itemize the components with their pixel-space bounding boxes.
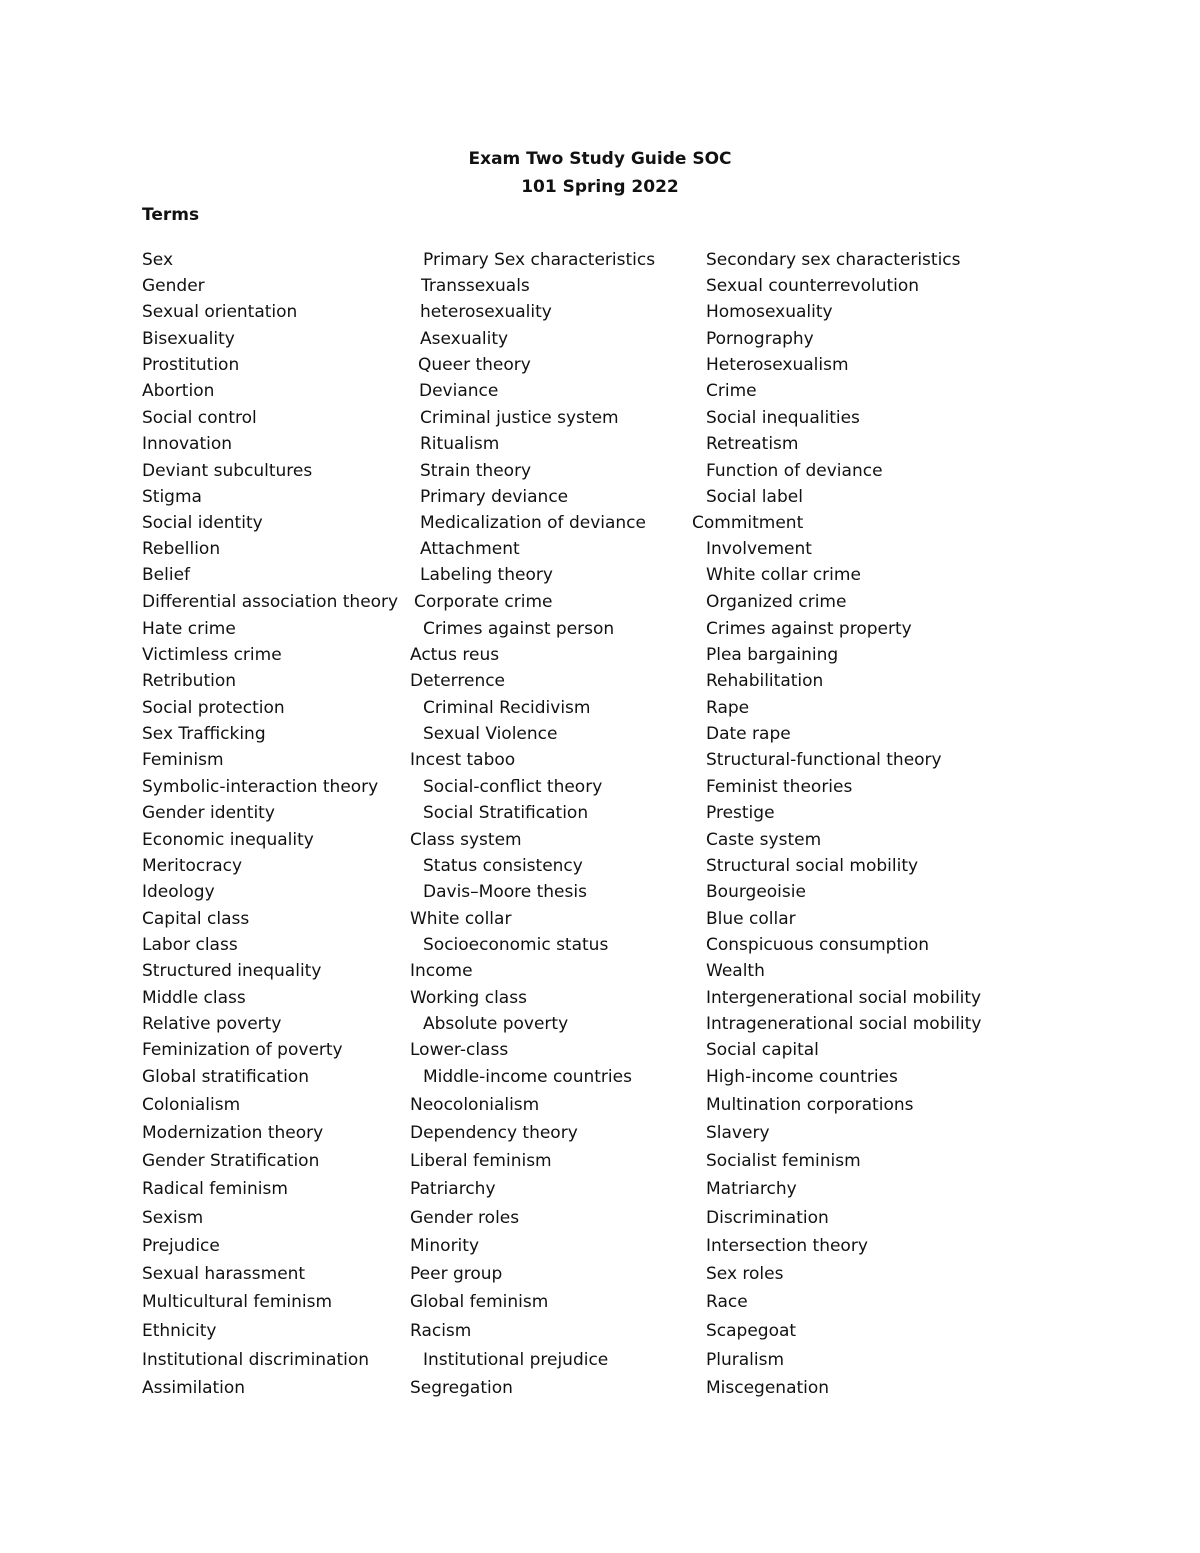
- term-item: Homosexuality: [706, 302, 833, 322]
- term-item: Feminist theories: [706, 777, 853, 797]
- term-item: Primary deviance: [420, 487, 569, 507]
- term-item: Sex: [142, 250, 174, 270]
- term-item: Slavery: [706, 1123, 770, 1143]
- term-item: Status consistency: [423, 856, 583, 876]
- term-item: Sexism: [142, 1208, 204, 1228]
- term-item: Working class: [410, 988, 527, 1008]
- term-item: Feminism: [142, 750, 224, 770]
- term-item: Miscegenation: [706, 1378, 830, 1398]
- term-item: Davis–Moore thesis: [423, 882, 587, 902]
- term-item: Queer theory: [418, 355, 531, 375]
- term-item: Pornography: [706, 329, 814, 349]
- term-item: Scapegoat: [706, 1321, 797, 1341]
- term-item: Bisexuality: [142, 329, 235, 349]
- term-item: Crimes against person: [423, 619, 615, 639]
- term-item: Incest taboo: [410, 750, 516, 770]
- term-item: Gender Stratification: [142, 1151, 320, 1171]
- term-item: Bourgeoisie: [706, 882, 806, 902]
- term-item: Peer group: [410, 1264, 503, 1284]
- term-item: High-income countries: [706, 1067, 898, 1087]
- term-item: Stigma: [142, 487, 202, 507]
- term-item: Crimes against property: [706, 619, 912, 639]
- term-item: Criminal Recidivism: [423, 698, 591, 718]
- term-item: Function of deviance: [706, 461, 883, 481]
- term-item: Feminization of poverty: [142, 1040, 343, 1060]
- term-item: Ideology: [142, 882, 215, 902]
- term-item: Institutional prejudice: [423, 1350, 609, 1370]
- term-item: Global stratification: [142, 1067, 309, 1087]
- term-item: Relative poverty: [142, 1014, 282, 1034]
- term-item: Conspicuous consumption: [706, 935, 930, 955]
- term-item: Minority: [410, 1236, 480, 1256]
- term-item: Hate crime: [142, 619, 236, 639]
- term-item: Modernization theory: [142, 1123, 324, 1143]
- term-item: Retribution: [142, 671, 237, 691]
- term-item: Labeling theory: [420, 565, 553, 585]
- term-item: Sexual harassment: [142, 1264, 306, 1284]
- term-item: Matriarchy: [706, 1179, 797, 1199]
- term-item: Middle-income countries: [423, 1067, 632, 1087]
- term-item: Medicalization of deviance: [420, 513, 646, 533]
- term-item: Ethnicity: [142, 1321, 217, 1341]
- term-item: Transsexuals: [421, 276, 530, 296]
- term-item: Rebellion: [142, 539, 221, 559]
- term-item: Corporate crime: [414, 592, 553, 612]
- term-item: Sex Trafficking: [142, 724, 266, 744]
- term-item: Sexual orientation: [142, 302, 298, 322]
- term-item: Caste system: [706, 830, 822, 850]
- term-item: Deterrence: [410, 671, 506, 691]
- term-item: Social control: [142, 408, 257, 428]
- term-item: Deviance: [419, 381, 499, 401]
- term-item: Abortion: [142, 381, 215, 401]
- document-title-line-1: Exam Two Study Guide SOC: [468, 149, 732, 169]
- term-item: Racism: [410, 1321, 472, 1341]
- term-item: Social protection: [142, 698, 285, 718]
- term-item: Plea bargaining: [706, 645, 839, 665]
- term-item: Pluralism: [706, 1350, 785, 1370]
- term-item: Assimilation: [142, 1378, 246, 1398]
- term-item: Social capital: [706, 1040, 819, 1060]
- term-item: Social identity: [142, 513, 263, 533]
- term-item: Structural-functional theory: [706, 750, 942, 770]
- term-item: Global feminism: [410, 1292, 549, 1312]
- term-item: Structural social mobility: [706, 856, 919, 876]
- term-item: Social inequalities: [706, 408, 860, 428]
- term-item: Class system: [410, 830, 522, 850]
- term-item: Primary Sex characteristics: [423, 250, 656, 270]
- term-item: Prestige: [706, 803, 775, 823]
- term-item: Institutional discrimination: [142, 1350, 370, 1370]
- term-item: Labor class: [142, 935, 238, 955]
- term-item: Gender identity: [142, 803, 275, 823]
- term-item: Gender roles: [410, 1208, 520, 1228]
- document-title-line-2: 101 Spring 2022: [521, 177, 679, 197]
- term-item: Multination corporations: [706, 1095, 914, 1115]
- term-item: Race: [706, 1292, 748, 1312]
- term-item: Rehabilitation: [706, 671, 824, 691]
- term-item: Discrimination: [706, 1208, 829, 1228]
- term-item: Meritocracy: [142, 856, 243, 876]
- term-item: Lower-class: [410, 1040, 509, 1060]
- term-item: Strain theory: [420, 461, 532, 481]
- term-item: Middle class: [142, 988, 246, 1008]
- term-item: Organized crime: [706, 592, 847, 612]
- term-item: Rape: [706, 698, 750, 718]
- term-item: heterosexuality: [420, 302, 552, 322]
- term-item: Symbolic-interaction theory: [142, 777, 379, 797]
- term-item: Dependency theory: [410, 1123, 578, 1143]
- section-heading-terms: Terms: [142, 205, 200, 225]
- term-item: Date rape: [706, 724, 791, 744]
- term-item: Prejudice: [142, 1236, 220, 1256]
- term-item: Commitment: [692, 513, 804, 533]
- term-item: Colonialism: [142, 1095, 241, 1115]
- term-item: Sex roles: [706, 1264, 784, 1284]
- term-item: Socioeconomic status: [423, 935, 609, 955]
- term-item: Wealth: [706, 961, 765, 981]
- term-item: Differential association theory: [142, 592, 399, 612]
- term-item: Actus reus: [410, 645, 500, 665]
- term-item: Innovation: [142, 434, 233, 454]
- term-item: Sexual counterrevolution: [706, 276, 920, 296]
- term-item: Social label: [706, 487, 803, 507]
- term-item: Victimless crime: [142, 645, 282, 665]
- term-item: Liberal feminism: [410, 1151, 552, 1171]
- term-item: Intersection theory: [706, 1236, 868, 1256]
- term-item: Deviant subcultures: [142, 461, 313, 481]
- term-item: Income: [410, 961, 473, 981]
- term-item: Absolute poverty: [423, 1014, 569, 1034]
- term-item: Social Stratification: [423, 803, 589, 823]
- term-item: Crime: [706, 381, 757, 401]
- term-item: Socialist feminism: [706, 1151, 861, 1171]
- term-item: Belief: [142, 565, 191, 585]
- term-item: Intragenerational social mobility: [706, 1014, 982, 1034]
- term-item: Ritualism: [420, 434, 500, 454]
- term-item: Blue collar: [706, 909, 796, 929]
- term-item: Social-conflict theory: [423, 777, 603, 797]
- term-item: Prostitution: [142, 355, 240, 375]
- term-item: Multicultural feminism: [142, 1292, 333, 1312]
- term-item: White collar crime: [706, 565, 861, 585]
- term-item: Involvement: [706, 539, 812, 559]
- term-item: Patriarchy: [410, 1179, 496, 1199]
- term-item: Gender: [142, 276, 205, 296]
- term-item: Neocolonialism: [410, 1095, 540, 1115]
- term-item: Attachment: [420, 539, 520, 559]
- term-item: Capital class: [142, 909, 250, 929]
- term-item: White collar: [410, 909, 512, 929]
- term-item: Asexuality: [420, 329, 509, 349]
- term-item: Retreatism: [706, 434, 799, 454]
- term-item: Sexual Violence: [423, 724, 558, 744]
- term-item: Economic inequality: [142, 830, 314, 850]
- term-item: Criminal justice system: [420, 408, 619, 428]
- term-item: Segregation: [410, 1378, 513, 1398]
- term-item: Radical feminism: [142, 1179, 288, 1199]
- term-item: Secondary sex characteristics: [706, 250, 961, 270]
- term-item: Intergenerational social mobility: [706, 988, 982, 1008]
- term-item: Heterosexualism: [706, 355, 849, 375]
- term-item: Structured inequality: [142, 961, 322, 981]
